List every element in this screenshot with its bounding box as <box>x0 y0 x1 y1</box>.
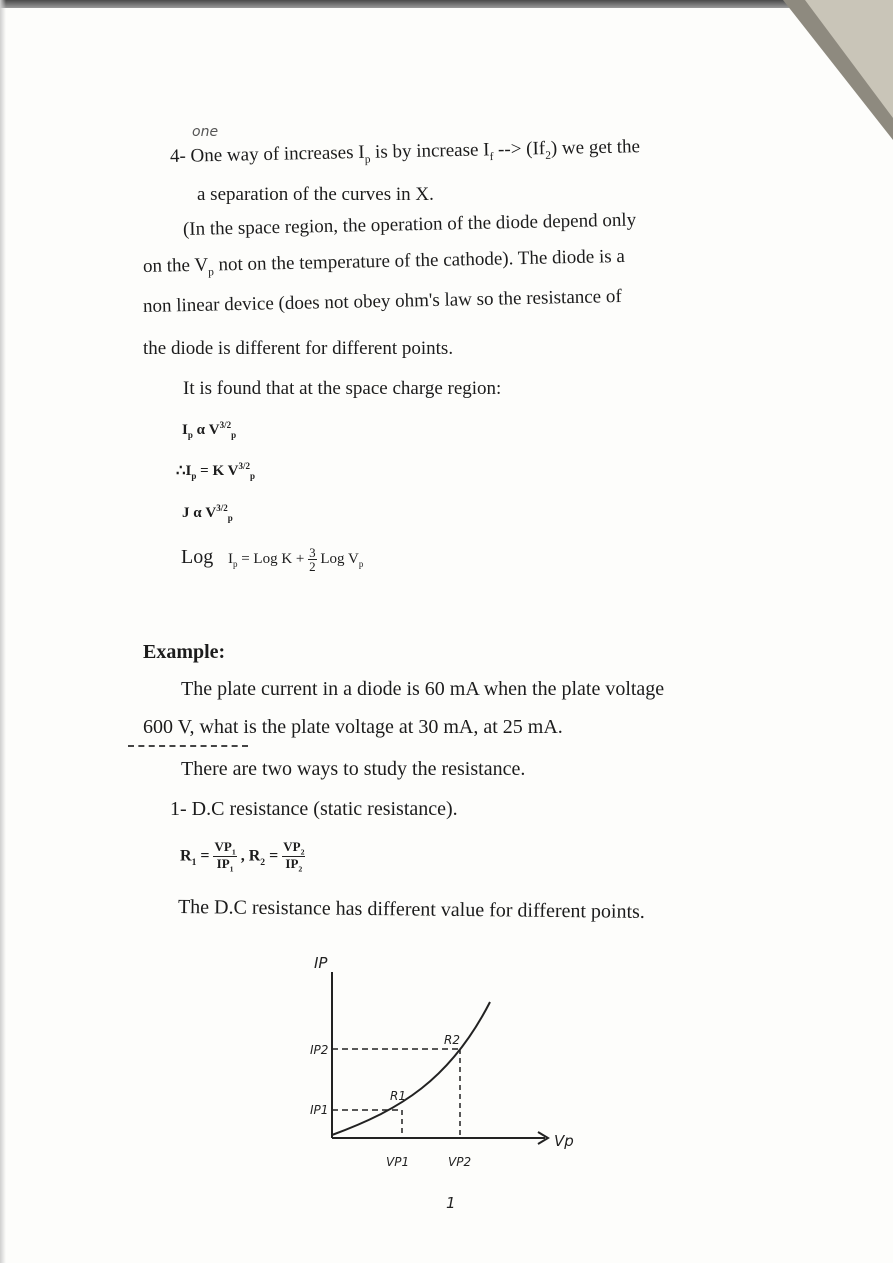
vp2-label: VP2 <box>448 1155 472 1169</box>
scan-edge-top <box>0 0 893 8</box>
dc-note: The D.C resistance has different value for different points. <box>177 896 645 923</box>
para1-line2: a separation of the curves in X. <box>197 184 434 205</box>
resistance-formula: $R_1$ = $\frac{VP_1}{IP_1}$ , $R_2$ = $\frac{VP_2}{IP_2}$ <box>180 839 305 874</box>
pencil-dashes <box>128 745 248 747</box>
equation-3: J α $V^{3/2}_p$ <box>182 503 233 523</box>
equation-4-log: Log $I_p$ = Log K + $\frac{3}{2}$ Log $V_p$ <box>181 545 364 575</box>
ip2-label: IP2 <box>310 1043 329 1057</box>
para2-line2: on the $V_p$ not on the temperature of the cathode). The diode is a <box>142 245 626 279</box>
para2-line3: non linear device (does not obey ohm's law so the resistance of <box>142 285 622 317</box>
dc-resistance-heading: 1- D.C resistance (static resistance). <box>170 798 458 820</box>
equation-1: $I_p$ α $V^{3/2}_p$ <box>182 420 237 440</box>
ways-line: There are two ways to study the resistance. <box>181 758 526 780</box>
y-axis-label: IP <box>314 954 328 972</box>
handwritten-note: one <box>192 124 219 140</box>
scan-edge-left <box>0 0 6 1263</box>
r1-label: R1 <box>390 1089 406 1103</box>
space-charge-line: It is found that at the space charge region: <box>183 378 502 399</box>
r2-label: R2 <box>444 1033 460 1047</box>
para2-line1: (In the space region, the operation of the diode depend only <box>182 209 637 240</box>
ip1-label: IP1 <box>310 1103 329 1117</box>
para2-line4: the diode is different for different points. <box>143 338 454 359</box>
page-mark: 1 <box>446 1194 456 1212</box>
example-heading: Example: <box>143 641 226 663</box>
ip-vp-graph <box>300 950 600 1190</box>
equation-2: $\therefore I_p = K$ $V^{3/2}_p$ <box>176 461 255 481</box>
diode-curve <box>332 1002 490 1135</box>
para1-line1: 4- One way of increases $I_p$ is by increase $I_f$ --> $(If_2)$ we get the <box>169 136 641 167</box>
example-line1: The plate current in a diode is 60 mA when the plate voltage <box>181 678 665 700</box>
example-line2: 600 V, what is the plate voltage at 30 mA, at 25 mA. <box>143 716 563 738</box>
x-axis-label: Vp <box>554 1132 574 1150</box>
vp1-label: VP1 <box>386 1155 410 1169</box>
page-corner-fold-inner <box>805 0 893 118</box>
